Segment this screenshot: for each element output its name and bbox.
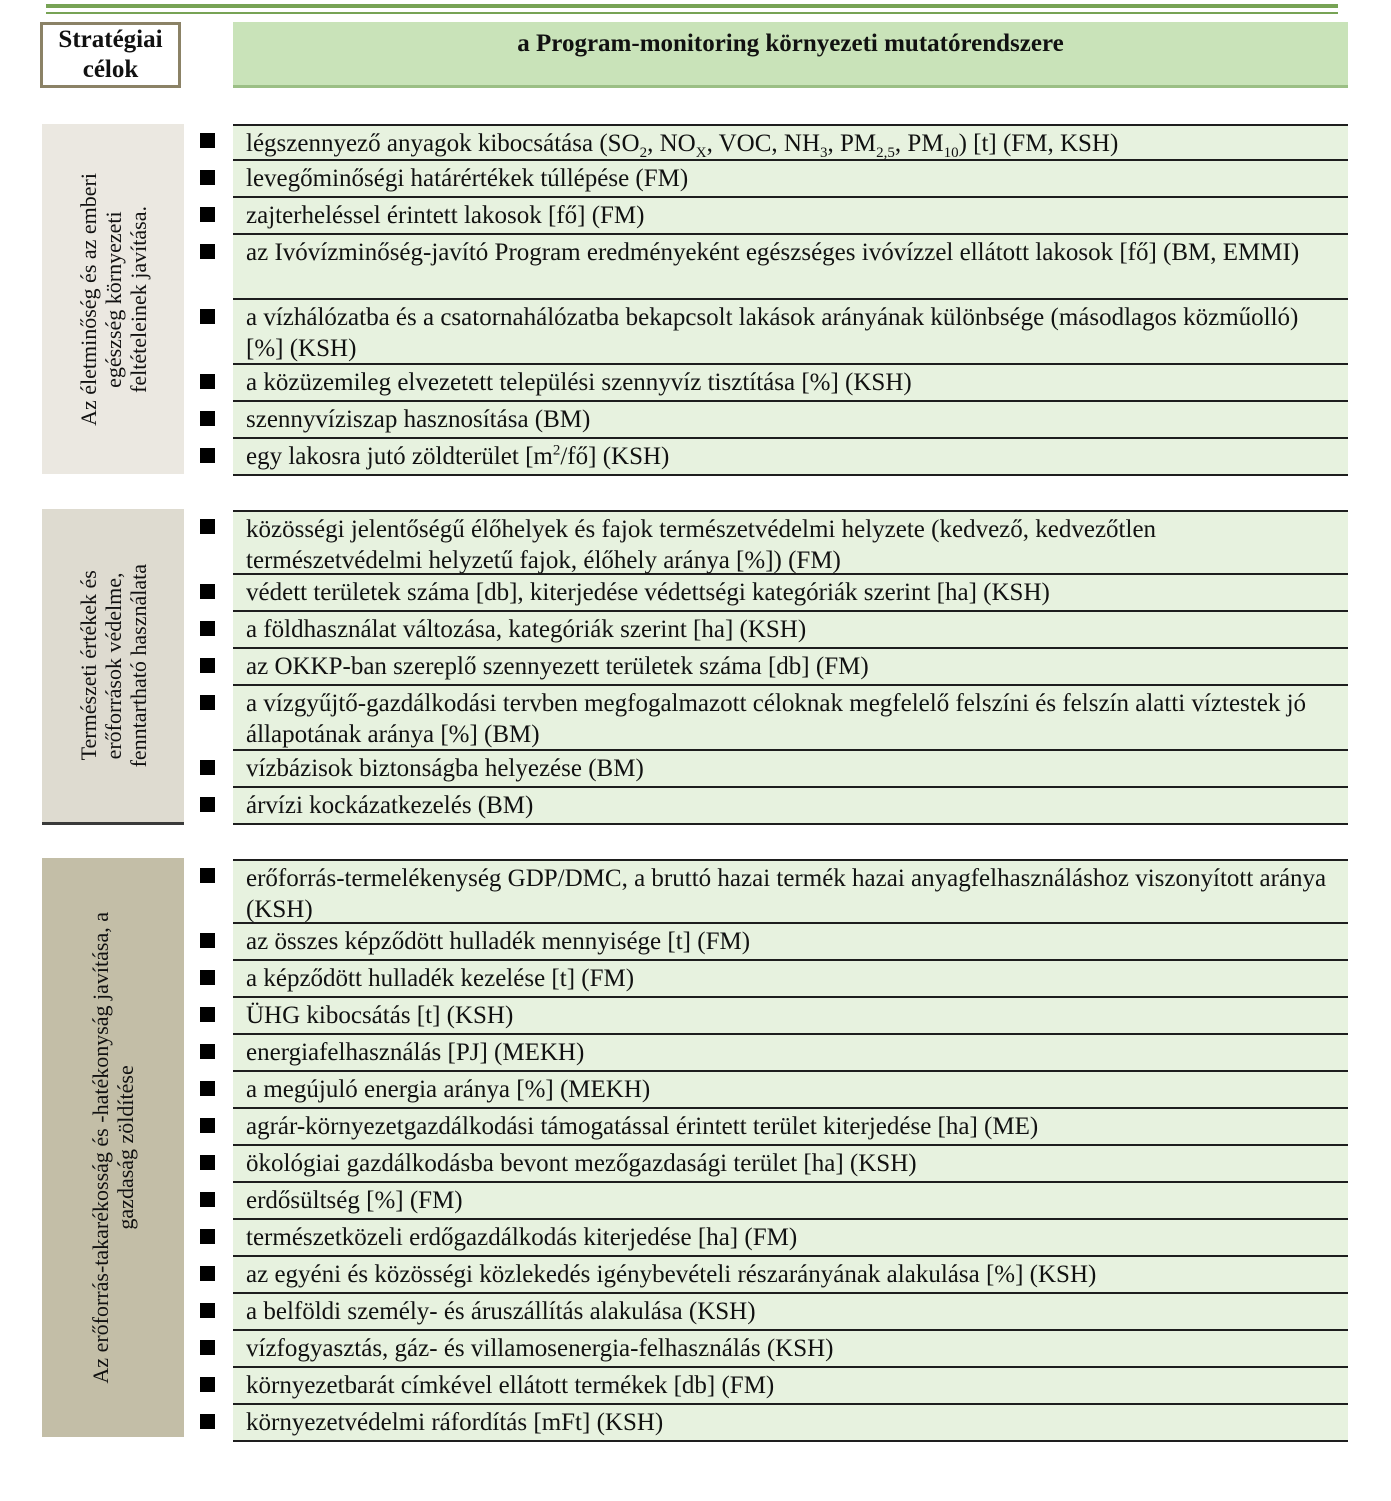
- indicator-row: [200, 998, 1348, 1035]
- bullet-icon: [200, 300, 233, 365]
- indicator-text: az OKKP-ban szereplő szennyezett területek száma [db] (FM): [233, 649, 1348, 686]
- indicator-row: [200, 439, 1348, 476]
- indicator-text: vízfogyasztás, gáz- és villamosenergia-felhasználás (KSH): [233, 1331, 1348, 1368]
- bullet-icon: [200, 365, 233, 402]
- bullet-icon: [200, 1368, 233, 1405]
- indicator-text: védett területek száma [db], kiterjedése védettségi kategóriák szerint [ha] (KSH): [233, 575, 1348, 612]
- indicator-row: [200, 1035, 1348, 1072]
- indicator-row: [200, 859, 1348, 924]
- indicator-row: [200, 1331, 1348, 1368]
- bullet-icon: [200, 1146, 233, 1183]
- indicator-row: [200, 612, 1348, 649]
- indicator-row: [200, 649, 1348, 686]
- goals-header-line2: célok: [82, 56, 139, 83]
- bullet-icon: [200, 1035, 233, 1072]
- bullet-icon: [200, 859, 233, 924]
- bullet-icon: [200, 612, 233, 649]
- bullet-icon: [200, 649, 233, 686]
- indicator-text: agrár-környezetgazdálkodási támogatással érintett terület kiterjedése [ha] (ME): [233, 1109, 1348, 1146]
- indicator-row: [200, 1405, 1348, 1442]
- bullet-icon: [200, 1183, 233, 1220]
- goal-box-quality-of-life: [42, 124, 184, 474]
- indicator-text: a vízhálózatba és a csatornahálózatba bekapcsolt lakások arányának különbsége (másodlagos közműolló) [%] (KSH): [233, 300, 1348, 365]
- bullet-icon: [200, 1294, 233, 1331]
- indicator-system-header: [233, 22, 1348, 88]
- bullet-icon: [200, 1405, 233, 1442]
- indicator-row: [200, 1146, 1348, 1183]
- indicator-row: [200, 402, 1348, 439]
- indicator-text: erőforrás-termelékenység GDP/DMC, a bruttó hazai termék hazai anyagfelhasználáshoz viszonyított aránya (KSH): [233, 859, 1348, 924]
- goal-label-line: Az életminőség és az emberi: [75, 172, 101, 426]
- indicator-list-group-1: [200, 124, 1348, 476]
- bullet-icon: [200, 924, 233, 961]
- indicator-row: [200, 575, 1348, 612]
- indicator-row: [200, 1183, 1348, 1220]
- indicator-text: természetközeli erdőgazdálkodás kiterjedése [ha] (FM): [233, 1220, 1348, 1257]
- bullet-icon: [200, 1109, 233, 1146]
- indicator-row: [200, 510, 1348, 575]
- indicator-system-title: a Program-monitoring környezeti mutatórendszere: [517, 30, 1064, 57]
- indicator-text: a képződött hulladék kezelése [t] (FM): [233, 961, 1348, 998]
- indicator-row: [200, 1257, 1348, 1294]
- indicator-row: [200, 235, 1348, 300]
- indicator-text: az összes képződött hulladék mennyisége [t] (FM): [233, 924, 1348, 961]
- top-rule-thin: [46, 12, 1338, 14]
- bullet-icon: [200, 161, 233, 198]
- indicator-text: ökológiai gazdálkodásba bevont mezőgazdasági terület [ha] (KSH): [233, 1146, 1348, 1183]
- indicator-text: közösségi jelentőségű élőhelyek és fajok természetvédelmi helyzete (kedvező, kedvezőtlen természetvédelmi helyzetű fajok, élőhely aránya [%]) (FM): [233, 510, 1348, 575]
- bullet-icon: [200, 439, 233, 476]
- bullet-icon: [200, 1220, 233, 1257]
- indicator-row: [200, 788, 1348, 825]
- indicator-text: egy lakosra jutó zöldterület $[m^2/fő]$ (KSH): [233, 439, 1348, 476]
- indicator-row: [200, 686, 1348, 751]
- bullet-icon: [200, 198, 233, 235]
- bullet-icon: [200, 510, 233, 575]
- indicator-text: a vízgyűjtő-gazdálkodási tervben megfogalmazott céloknak megfelelő felszíni és felszín alatti víztestek jó állapotának aránya [%] (BM): [233, 686, 1348, 751]
- bullet-icon: [200, 788, 233, 825]
- indicator-row: [200, 198, 1348, 235]
- goal-label-line: feltételeinek javítása.: [125, 205, 151, 393]
- bullet-icon: [200, 124, 233, 161]
- indicator-text: ÜHG kibocsátás [t] (KSH): [233, 998, 1348, 1035]
- indicator-text: zajterheléssel érintett lakosok [fő] (FM): [233, 198, 1348, 235]
- bullet-icon: [200, 998, 233, 1035]
- goal-label-line: gazdaság zöldítése: [113, 1065, 138, 1230]
- bullet-icon: [200, 751, 233, 788]
- indicator-row: [200, 161, 1348, 198]
- indicator-row: [200, 365, 1348, 402]
- indicator-row: [200, 751, 1348, 788]
- goal-label-line: Az erőforrás-takarékosság és -hatékonyság javítása, a: [88, 911, 113, 1384]
- indicator-list-group-3: [200, 859, 1348, 1442]
- indicator-text: az Ivóvízminőség-javító Program eredményeként egészséges ivóvízzel ellátott lakosok [fő] (BM, EMMI): [233, 235, 1348, 300]
- indicator-text: környezetbarát címkével ellátott termékek [db] (FM): [233, 1368, 1348, 1405]
- indicator-text: árvízi kockázatkezelés (BM): [233, 788, 1348, 825]
- bullet-icon: [200, 1257, 233, 1294]
- bullet-icon: [200, 686, 233, 751]
- goal-box-natural-values: [42, 509, 184, 825]
- goal-label-line: erőforrások védelme,: [100, 572, 126, 759]
- bullet-icon: [200, 1072, 233, 1109]
- bullet-icon: [200, 235, 233, 300]
- indicator-row: [200, 1072, 1348, 1109]
- goal-box-resource-efficiency: [42, 858, 184, 1437]
- strategic-goals-header: [40, 22, 181, 88]
- indicator-text: levegőminőségi határértékek túllépése (FM): [233, 161, 1348, 198]
- goal-label-line: fenntartható használata: [125, 563, 151, 768]
- bullet-icon: [200, 961, 233, 998]
- indicator-text: az egyéni és közösségi közlekedés igénybevételi részarányának alakulása [%] (KSH): [233, 1257, 1348, 1294]
- indicator-text: szennyvíziszap hasznosítása (BM): [233, 402, 1348, 439]
- bullet-icon: [200, 1331, 233, 1368]
- indicator-text: légszennyező anyagok kibocsátása ($SO_2$, $NO_X$, VOC, $NH_3$, $PM_{2,5}$, $PM_{10}$) [t] (FM, KSH): [233, 124, 1348, 161]
- indicator-text: a földhasználat változása, kategóriák szerint [ha] (KSH): [233, 612, 1348, 649]
- indicator-row: [200, 1220, 1348, 1257]
- goal-label: [88, 912, 138, 1384]
- indicator-row: [200, 1109, 1348, 1146]
- bullet-icon: [200, 575, 233, 612]
- indicator-text: a belföldi személy- és áruszállítás alakulása (KSH): [233, 1294, 1348, 1331]
- indicator-row: [200, 124, 1348, 161]
- indicator-text: erdősültség [%] (FM): [233, 1183, 1348, 1220]
- goal-label: [76, 173, 151, 426]
- bullet-icon: [200, 402, 233, 439]
- indicator-row: [200, 924, 1348, 961]
- indicator-row: [200, 1294, 1348, 1331]
- indicator-text: a közüzemileg elvezetett települési szennyvíz tisztítása [%] (KSH): [233, 365, 1348, 402]
- goal-label: [76, 564, 151, 767]
- indicator-row: [200, 300, 1348, 365]
- indicator-text: a megújuló energia aránya [%] (MEKH): [233, 1072, 1348, 1109]
- indicator-row: [200, 1368, 1348, 1405]
- indicator-text: környezetvédelmi ráfordítás [mFt] (KSH): [233, 1405, 1348, 1442]
- indicator-text: vízbázisok biztonságba helyezése (BM): [233, 751, 1348, 788]
- indicator-row: [200, 961, 1348, 998]
- indicator-text: energiafelhasználás [PJ] (MEKH): [233, 1035, 1348, 1072]
- indicator-list-group-2: [200, 510, 1348, 825]
- top-rule: [46, 4, 1338, 8]
- goal-label-line: Természeti értékek és: [75, 570, 101, 761]
- goals-header-line1: Stratégiai: [58, 26, 163, 53]
- goal-label-line: egészség környezeti: [100, 210, 126, 388]
